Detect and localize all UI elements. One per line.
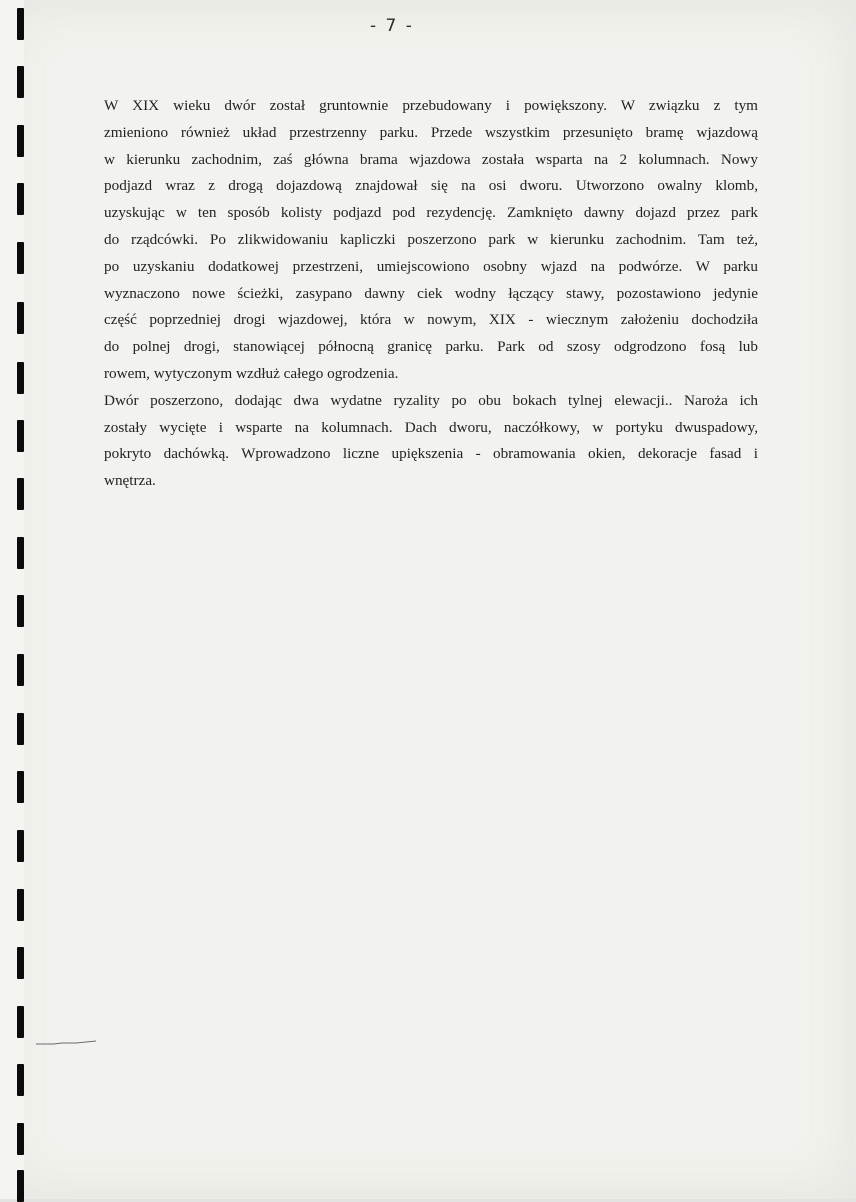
binding-hole [17,420,24,452]
binding-hole [17,66,24,98]
text-line: część poprzedniej drogi wjazdowej, która w nowym, XIX - wiecznym założeniu dochodziła [104,311,758,329]
page-number: - 7 - [370,16,414,36]
binding-hole [17,771,24,803]
text-line: zmieniono również układ przestrzenny parku. Przede wszystkim przesunięto bramę wjazdową [104,123,758,141]
binding-hole [17,1006,24,1038]
binding-hole [17,125,24,157]
binding-hole [17,242,24,274]
binding-hole [17,889,24,921]
text-line: rowem, wytyczonym wzdłuż całego ogrodzenia. [104,364,399,382]
binding-hole [17,947,24,979]
text-line: pokryto dachówką. Wprowadzono liczne upiększenia - obramowania okien, dekoracje fasad i [104,445,758,463]
body-text [104,93,758,495]
text-line: Dwór poszerzono, dodając dwa wydatne ryzality po obu bokach tylnej elewacji.. Naroża ich [104,391,758,409]
binding-hole [17,8,24,40]
text-line: wnętrza. [104,472,156,490]
binding-hole [17,595,24,627]
text-line: podjazd wraz z drogą dojazdową znajdował się na osi dworu. Utworzono owalny klomb, [104,177,758,195]
text-line: do polnej drogi, stanowiącej północną granicę parku. Park od szosy odgrodzono fosą lub [104,338,758,356]
binding-hole [17,183,24,215]
binding-hole [17,654,24,686]
binding-strip [0,0,24,1199]
binding-hole [17,830,24,862]
text-line: do rządcówki. Po zlikwidowaniu kapliczki poszerzono park w kierunku zachodnim. Tam też, [104,230,758,248]
binding-hole [17,302,24,334]
text-line: zostały wycięte i wsparte na kolumnach. Dach dworu, naczółkowy, w portyku dwuspadowy, [104,418,758,436]
paragraph-1 [104,93,758,388]
binding-hole [17,537,24,569]
binding-hole [17,1064,24,1096]
text-line: uzyskując w ten sposób kolisty podjazd pod rezydencję. Zamknięto dawny dojazd przez park [104,204,758,222]
binding-hole [17,1123,24,1155]
pencil-mark [36,1040,96,1046]
paragraph-2 [104,388,758,495]
text-line: W XIX wieku dwór został gruntownie przebudowany i powiększony. W związku z tym [104,97,758,114]
binding-hole [17,1170,24,1202]
binding-hole [17,713,24,745]
text-line: wyznaczono nowe ścieżki, zasypano dawny ciek wodny łączący stawy, pozostawiono jedynie [104,284,758,302]
binding-hole [17,362,24,394]
binding-hole [17,478,24,510]
text-line: po uzyskaniu dodatkowej przestrzeni, umiejscowiono osobny wjazd na podwórze. W parku [104,257,758,275]
text-line: w kierunku zachodnim, zaś główna brama wjazdowa została wsparta na 2 kolumnach. Nowy [104,150,758,168]
